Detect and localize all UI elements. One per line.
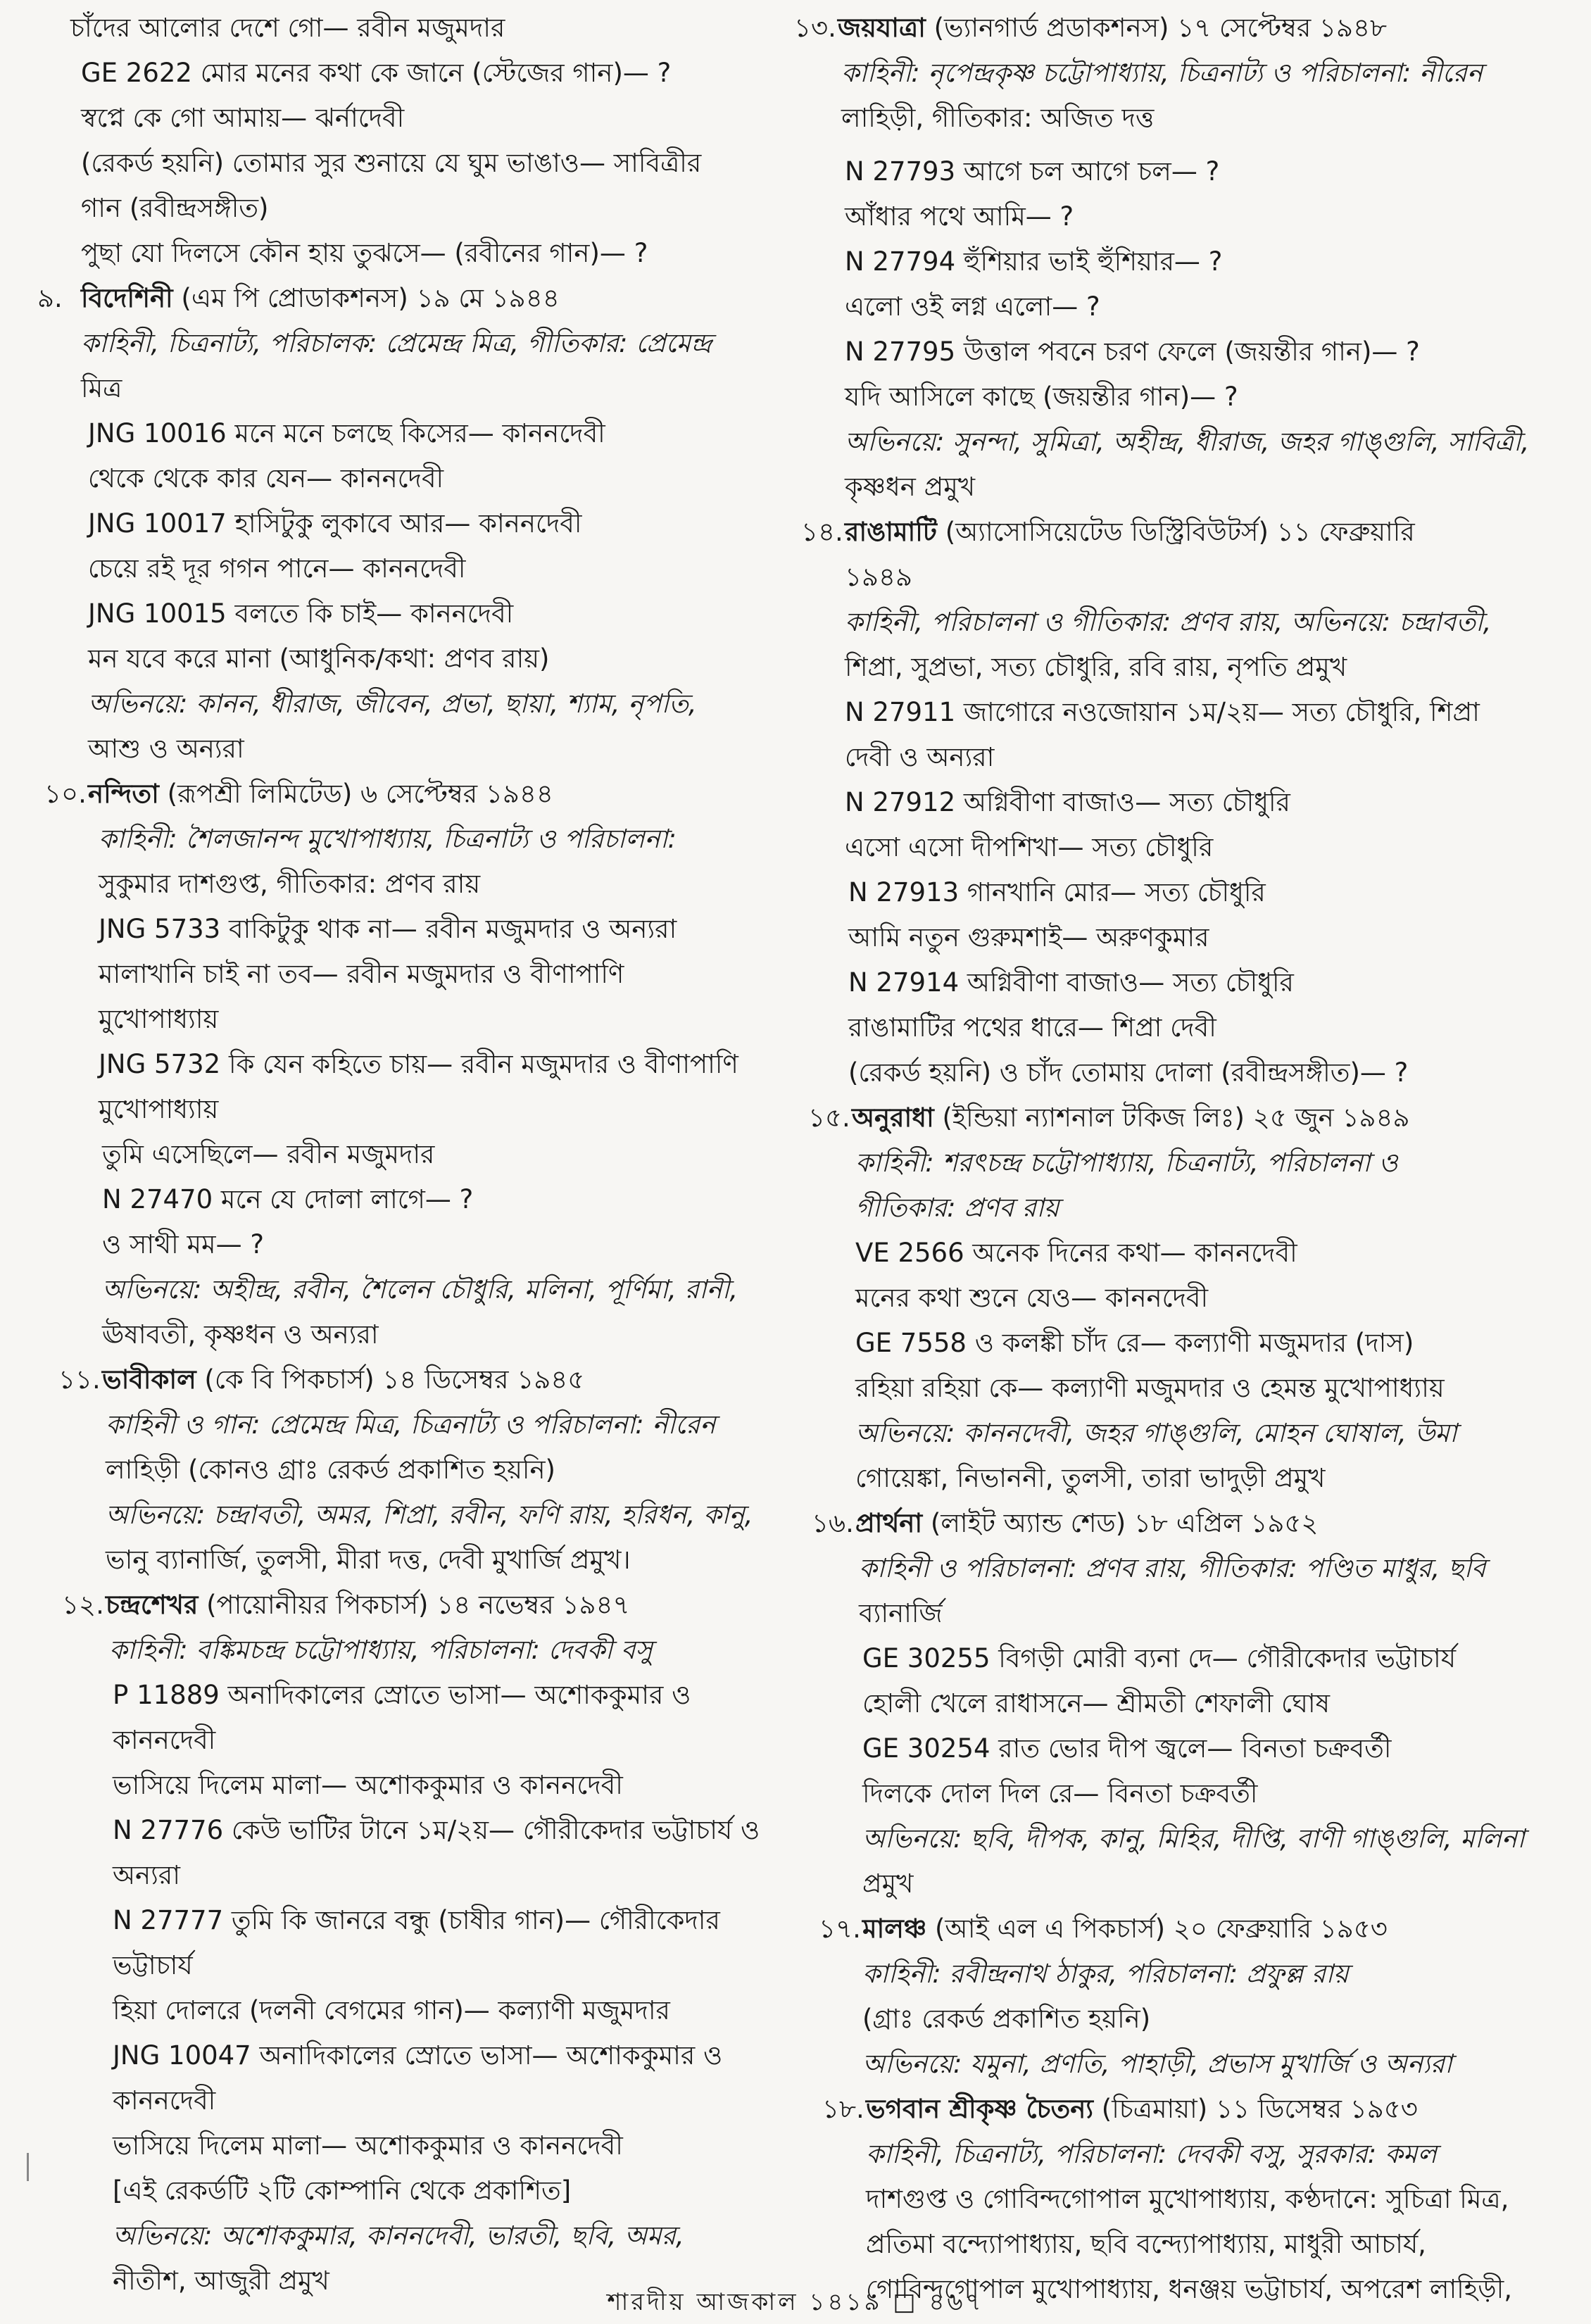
line-text: কাহিনী ও পরিচালনা: প্রণব রায়, গীতিকার: পণ্ডিত মাধুর, ছবি	[859, 1553, 1486, 1583]
film-details: (কে বি পিকচার্স) ১৪ ডিসেম্বর ১৯৪৫	[196, 1364, 585, 1395]
line-text: হোলী খেলে রাধাসনে— শ্রীমতী শেফালী ঘোষ	[862, 1688, 1331, 1719]
line-text: যদি আসিলে কাছে (জয়ন্তীর গান)— ?	[845, 382, 1238, 412]
entry-line	[99, 914, 677, 945]
line-text: কাহিনী: নৃপেন্দ্রকৃষ্ণ চট্টোপাধ্যায়, চিত্রনাট্য ও পরিচালনা: নীরেন	[841, 58, 1483, 88]
line-text: ভাসিয়ে দিলেম মালা— অশোককুমার ও কাননদেবী	[113, 1770, 623, 1800]
entry-line	[866, 2184, 1509, 2215]
film-details: (ইন্ডিয়া ন্যাশনাল টকিজ লিঃ) ২৫ জুন ১৯৪৯	[933, 1103, 1410, 1133]
entry-line	[99, 1049, 738, 1080]
entry-number: ১০.	[44, 779, 87, 809]
line-text: সুকুমার দাশগুপ্ত, গীতিকার: প্রণব রায়	[99, 869, 481, 899]
entry-line	[99, 824, 677, 855]
entry-line	[866, 2229, 1426, 2260]
line-text: দিলকে দোল দিল রে— বিনতা চক্রবর্তী	[862, 1778, 1258, 1809]
film-details: (আই এল এ পিকচার্স) ২০ ফেব্রুয়ারি ১৯৫৩	[926, 1914, 1388, 1944]
line-text: JNG 10016 মনে মনে চলছে কিসের— কাননদেবী	[88, 418, 605, 448]
line-text: JNG 10015 বলতে কি চাই— কাননদেবী	[88, 598, 514, 629]
entry-line	[102, 1319, 379, 1350]
entry-line	[859, 1553, 1486, 1584]
entry-line	[855, 1373, 1445, 1404]
line-text: রাঙামাটির পথের ধারে— শিপ্রা দেবী	[848, 1012, 1216, 1043]
film-title: ভগবান শ্রীকৃষ্ণ চৈতন্য	[866, 2094, 1094, 2124]
line-text: কাহিনী: শৈলজানন্দ মুখোপাধ্যায়, চিত্রনাট্য ও পরিচালনা:	[99, 824, 677, 854]
entry-line	[81, 193, 268, 224]
line-text: আমি নতুন গুরুমশাই— অরুণকুমার	[848, 922, 1209, 953]
line-text: অভিনয়ে: ছবি, দীপক, কানু, মিহির, দীপ্তি, বাণী গাঙ্গুলি, মলিনা	[862, 1823, 1525, 1854]
entry-number: ১৬.	[812, 1508, 854, 1538]
line-text: কাহিনী ও গান: প্রেমেন্দ্র মিত্র, চিত্রনাট্য ও পরিচালনা: নীরেন	[106, 1409, 716, 1440]
entry-heading	[794, 13, 1388, 44]
line-text: কাননদেবী	[113, 2085, 216, 2116]
line-text: স্বপ্নে কে গো আমায়— ঝর্নাদেবী	[81, 103, 405, 133]
line-text: GE 30255 বিগড়ী মোরী ব্যনা দে— গৌরীকেদার ভট্টাচার্য	[862, 1643, 1457, 1673]
entry-line	[113, 1950, 193, 1981]
line-text: কাহিনী: বঙ্কিমচন্দ্র চট্টোপাধ্যায়, পরিচালনা: দেবকী বসু	[109, 1635, 653, 1665]
entry-line	[855, 1463, 1325, 1494]
entry-line	[81, 103, 404, 134]
film-title: মালঞ্চ	[862, 1914, 927, 1944]
line-text: N 27794 হুঁশিয়ার ভাই হুঁশিয়ার— ?	[845, 246, 1223, 277]
entry-heading	[822, 2094, 1418, 2125]
line-text: এলো ওই লগ্ন এলো— ?	[845, 291, 1100, 322]
line-text: N 27777 তুমি কি জানরে বন্ধু (চাষীর গান)— গৌরীকেদার	[113, 1905, 720, 1935]
entry-line	[845, 742, 994, 773]
entry-line	[102, 1274, 738, 1305]
line-text: (রেকর্ড হয়নি) ও চাঁদ তোমায় দোলা (রবীন্দ্রসঙ্গীত)— ?	[848, 1057, 1409, 1088]
line-text: থেকে থেকে কার যেন— কাননদেবী	[88, 463, 444, 494]
line-text: অভিনয়ে: অহীন্দ্র, রবীন, শৈলেন চৌধুরি, মলিনা, পূর্ণিমা, রানী,	[102, 1274, 738, 1305]
line-text: মনের কথা শুনে যেও— কাননদেবী	[855, 1283, 1209, 1313]
entry-line	[848, 967, 1294, 998]
entry-line	[88, 689, 697, 720]
entry-line	[102, 1229, 264, 1260]
entry-heading	[62, 1590, 630, 1621]
line-text: গোবিন্দগোপাল মুখোপাধ্যায়, ধনঞ্জয় ভট্টাচার্য, অপরেশ লাহিড়ী,	[866, 2274, 1512, 2304]
entry-line	[113, 2085, 215, 2116]
line-text: অভিনয়ে: সুনন্দা, সুমিত্রা, অহীন্দ্র, ধীরাজ, জহর গাঙ্গুলি, সাবিত্রী,	[845, 427, 1530, 457]
entry-number: ১১.	[58, 1364, 101, 1395]
line-text: ভট্টাচার্য	[113, 1950, 193, 1980]
entry-line	[88, 598, 513, 629]
entry-line	[88, 553, 466, 584]
line-text: ভানু ব্যানার্জি, তুলসী, মীরা দত্ত, দেবী মুখার্জি প্রমুখ।	[106, 1545, 631, 1575]
line-text: নীতীশ, আজুরী প্রমুখ	[113, 2266, 329, 2296]
entry-line	[862, 2004, 1150, 2035]
line-text: কৃষ্ণধন প্রমুখ	[845, 472, 976, 502]
line-text: GE 7558 ও কলঙ্কী চাঁদ রে— কল্যাণী মজুমদার (দাস)	[855, 1328, 1414, 1358]
film-title: জয়যাত্রা	[838, 13, 926, 43]
entry-line	[113, 2130, 623, 2161]
entry-line	[845, 652, 1347, 683]
film-details: (চিত্রমায়া) ১১ ডিসেম্বর ১৯৫৩	[1093, 2094, 1418, 2124]
entry-line	[81, 58, 671, 89]
entry-line	[848, 922, 1209, 953]
film-title: রাঙামাটি	[845, 517, 937, 547]
line-text: JNG 5733 বাকিটুকু থাক না— রবীন মজুমদার ও অন্যরা	[99, 914, 677, 944]
line-text: কাহিনী, পরিচালনা ও গীতিকার: প্রণব রায়, অভিনয়ে: চন্দ্রাবতী,	[845, 607, 1492, 637]
entry-line	[113, 1770, 623, 1801]
line-text: N 27795 উত্তাল পবনে চরণ ফেলে (জয়ন্তীর গান)— ?	[845, 337, 1420, 367]
line-text: মন যবে করে মানা (আধুনিক/কথা: প্রণব রায়)	[88, 643, 550, 674]
line-text: N 27914 অগ্নিবীণা বাজাও— সত্য চৌধুরি	[848, 967, 1294, 998]
line-text: হিয়া দোলরে (দলনী বেগমের গান)— কল্যাণী মজুমদার	[113, 1995, 670, 2025]
entry-line	[841, 58, 1483, 89]
entry-line	[113, 2175, 571, 2206]
entry-line	[88, 643, 549, 674]
line-text: JNG 10017 হাসিটুকু লুকাবে আর— কাননদেবী	[88, 508, 582, 539]
entry-heading	[44, 779, 553, 810]
line-text: GE 30254 রাত ভোর দীপ জ্বলে— বিনতা চক্রবর্তী	[862, 1733, 1392, 1764]
entry-line	[855, 1193, 1059, 1224]
entry-line	[102, 1139, 434, 1170]
entry-line	[99, 1004, 218, 1035]
entry-heading	[37, 283, 560, 314]
entry-line	[845, 337, 1420, 368]
entry-number: ১৭.	[819, 1914, 861, 1944]
film-details: (রূপশ্রী লিমিটেড) ৬ সেপ্টেম্বর ১৯৪৪	[158, 779, 553, 809]
line-text: JNG 5732 কি যেন কহিতে চায়— রবীন মজুমদার ও বীণাপাণি	[99, 1049, 738, 1079]
entry-line	[109, 1635, 653, 1666]
entry-line	[88, 418, 605, 449]
film-title: প্রার্থনা	[855, 1508, 923, 1538]
entry-heading	[801, 517, 1415, 548]
line-text: অভিনয়ে: চন্দ্রাবতী, অমর, শিপ্রা, রবীন, ফণি রায়, হরিধন, কানু,	[106, 1500, 753, 1530]
entry-line	[845, 382, 1238, 413]
line-text: লাহিড়ী (কোনও গ্রাঃ রেকর্ড প্রকাশিত হয়নি)	[106, 1455, 555, 1485]
entry-line	[113, 1860, 180, 1891]
line-text: দাশগুপ্ত ও গোবিন্দগোপাল মুখোপাধ্যায়, কণ্ঠদানে: সুচিত্রা মিত্র,	[866, 2184, 1509, 2214]
entry-line	[859, 1598, 943, 1629]
line-text: গীতিকার: প্রণব রায়	[855, 1193, 1059, 1223]
entry-line	[855, 1238, 1297, 1269]
line-text: অভিনয়ে: কাননদেবী, জহর গাঙ্গুলি, মোহন ঘোষাল, উমা	[855, 1418, 1457, 1448]
line-text: N 27776 কেউ ভাটির টানে ১ম/২য়— গৌরীকেদার ভট্টাচার্য ও	[113, 1815, 760, 1845]
film-details: (অ্যাসোসিয়েটেড ডিস্ট্রিবিউটর্স) ১১ ফেব্রুয়ারি	[936, 517, 1415, 547]
line-text: VE 2566 অনেক দিনের কথা— কাননদেবী	[855, 1238, 1297, 1268]
entry-line	[845, 291, 1100, 322]
entry-heading	[812, 1508, 1319, 1539]
page-footer: শারদীয় আজকাল ১৪১৯ □ ৪৬৭	[607, 2288, 984, 2316]
line-text: প্রতিমা বন্দ্যোপাধ্যায়, ছবি বন্দ্যোপাধ্যায়, মাধুরী আচার্য,	[866, 2229, 1426, 2259]
film-details: (পায়োনীয়র পিকচার্স) ১৪ নভেম্বর ১৯৪৭	[198, 1590, 630, 1620]
line-text: [এই রেকর্ডটি ২টি কোম্পানি থেকে প্রকাশিত]	[113, 2175, 572, 2206]
film-title: অনুরাধা	[852, 1103, 934, 1133]
line-text: এসো এসো দীপশিখা— সত্য চৌধুরি	[845, 832, 1214, 862]
line-text: মালাখানি চাই না তব— রবীন মজুমদার ও বীণাপাণি	[99, 959, 624, 989]
film-title: বিদেশিনী	[81, 283, 173, 313]
entry-line	[99, 1094, 218, 1125]
entry-line	[99, 869, 480, 900]
entry-heading	[58, 1364, 585, 1395]
entry-line	[862, 1688, 1330, 1719]
line-text: অভিনয়ে: কানন, ধীরাজ, জীবেন, প্রভা, ছায়া, শ্যাম, নৃপতি,	[88, 689, 697, 719]
entry-heading	[808, 1103, 1410, 1133]
line-text: রহিয়া রহিয়া কে— কল্যাণী মজুমদার ও হেমন্ত মুখোপাধ্যায়	[855, 1373, 1445, 1403]
line-text: কাহিনী: রবীন্দ্রনাথ ঠাকুর, পরিচালনা: প্রফুল্ল রায়	[862, 1959, 1349, 1989]
line-text: (গ্রাঃ রেকর্ড প্রকাশিত হয়নি)	[862, 2004, 1151, 2034]
line-text: JNG 10047 অনাদিকালের স্রোতে ভাসা— অশোককুমার ও	[113, 2040, 723, 2071]
line-text: (রেকর্ড হয়নি) তোমার সুর শুনায়ে যে ঘুম ভাঙাও— সাবিত্রীর	[81, 148, 702, 178]
entry-line	[88, 463, 444, 494]
entry-line	[848, 1057, 1408, 1088]
line-text: N 27912 অগ্নিবীণা বাজাও— সত্য চৌধুরি	[845, 787, 1290, 817]
film-details: (এম পি প্রোডাকশনস) ১৯ মে ১৯৪৪	[172, 283, 560, 313]
entry-line	[106, 1409, 715, 1440]
line-text: গোয়েঙ্কা, নিভাননী, তুলসী, তারা ভাদুড়ী প্রমুখ	[855, 1463, 1326, 1493]
entry-line	[81, 328, 712, 359]
entry-line	[866, 2139, 1437, 2170]
line-text: N 27911 জাগোরে নওজোয়ান ১ম/২য়— সত্য চৌধুরি, শিপ্রা	[845, 697, 1480, 727]
entry-line	[113, 1725, 215, 1756]
entry-number: ৯.	[37, 283, 63, 313]
entry-line	[845, 697, 1480, 728]
line-text: ব্যানার্জি	[859, 1598, 943, 1628]
page-edge-mark	[27, 2153, 29, 2181]
line-text: অভিনয়ে: যমুনা, প্রণতি, পাহাড়ী, প্রভাস মুখার্জি ও অন্যরা	[862, 2049, 1452, 2079]
entry-line	[113, 1905, 720, 1936]
line-text: অভিনয়ে: অশোককুমার, কাননদেবী, ভারতী, ছবি, অমর,	[113, 2221, 684, 2251]
entry-number: ১৮.	[822, 2094, 864, 2124]
entry-number: ১৪.	[801, 517, 843, 547]
line-text: মুখোপাধ্যায়	[99, 1094, 219, 1124]
entry-line	[81, 148, 701, 179]
entry-line	[845, 246, 1222, 277]
entry-line	[862, 1868, 913, 1899]
entry-line	[845, 832, 1213, 863]
line-text: GE 2622 মোর মনের কথা কে জানে (স্টেজের গান)— ?	[81, 58, 672, 88]
entry-line	[862, 2049, 1452, 2080]
line-text: তুমি এসেছিলে— রবীন মজুমদার	[102, 1139, 435, 1169]
entry-line	[99, 959, 624, 990]
film-title: ভাবীকাল	[102, 1364, 196, 1395]
entry-number: ১৩.	[794, 13, 836, 43]
line-text: ভাসিয়ে দিলেম মালা— অশোককুমার ও কাননদেবী	[113, 2130, 623, 2161]
line-text: চাঁদের আলোর দেশে গো— রবীন মজুমদার	[70, 13, 505, 43]
entry-heading	[819, 1914, 1388, 1945]
entry-line	[862, 1959, 1349, 1990]
line-text: প্রমুখ	[862, 1868, 914, 1899]
entry-line	[855, 1328, 1414, 1359]
film-title: নন্দিতা	[88, 779, 159, 809]
entry-line	[841, 103, 1154, 134]
entry-line	[862, 1643, 1456, 1674]
line-text: আশু ও অন্যরা	[88, 734, 244, 764]
line-text: চেয়ে রই দূর গগন পানে— কাননদেবী	[88, 553, 466, 584]
entry-line	[113, 2040, 722, 2071]
entry-line	[70, 13, 505, 44]
line-text: কাহিনী: শরৎচন্দ্র চট্টোপাধ্যায়, চিত্রনাট্য, পরিচালনা ও	[855, 1148, 1398, 1178]
line-text: মিত্র	[81, 373, 122, 403]
entry-line	[848, 1012, 1216, 1043]
entry-line	[845, 562, 912, 593]
entry-line	[106, 1500, 753, 1531]
entry-line	[855, 1283, 1208, 1314]
entry-line	[113, 1680, 691, 1711]
line-text: দেবী ও অন্যরা	[845, 742, 995, 772]
line-text: অন্যরা	[113, 1860, 180, 1890]
entry-line	[862, 1778, 1257, 1809]
entry-line	[81, 238, 648, 269]
entry-line	[845, 472, 975, 503]
entry-line	[845, 787, 1290, 818]
entry-line	[102, 1184, 473, 1215]
entry-line	[113, 2221, 684, 2251]
entry-line	[845, 201, 1074, 232]
entry-line	[106, 1455, 555, 1486]
entry-line	[855, 1418, 1457, 1449]
line-text: P 11889 অনাদিকালের স্রোতে ভাসা— অশোককুমার ও	[113, 1680, 691, 1710]
line-text: ও সাথী মম— ?	[102, 1229, 264, 1260]
entry-number: ১২.	[62, 1590, 104, 1620]
line-text: ১৯৪৯	[845, 562, 913, 592]
entry-number: ১৫.	[808, 1103, 850, 1133]
line-text: শিপ্রা, সুপ্রভা, সত্য চৌধুরি, রবি রায়, নৃপতি প্রমুখ	[845, 652, 1347, 682]
line-text: ঊষাবতী, কৃষ্ণধন ও অন্যরা	[102, 1319, 379, 1350]
entry-line	[855, 1148, 1398, 1179]
entry-line	[845, 427, 1529, 458]
line-text: কাননদেবী	[113, 1725, 216, 1755]
entry-line	[113, 1815, 760, 1846]
entry-line	[113, 1995, 670, 2026]
line-text: গান (রবীন্দ্রসঙ্গীত)	[81, 193, 269, 223]
entry-line	[845, 156, 1219, 187]
line-text: N 27793 আগে চল আগে চল— ?	[845, 156, 1220, 187]
entry-line	[845, 607, 1491, 638]
entry-line	[88, 508, 581, 539]
line-text: N 27470 মনে যে দোলা লাগে— ?	[102, 1184, 474, 1214]
line-text: কাহিনী, চিত্রনাট্য, পরিচালক: প্রেমেন্দ্র মিত্র, গীতিকার: প্রেমেন্দ্র	[81, 328, 712, 358]
film-details: (ভ্যানগার্ড প্রডাকশনস) ১৭ সেপ্টেম্বর ১৯৪৮	[925, 13, 1388, 43]
line-text: আঁধার পথে আমি— ?	[845, 201, 1074, 232]
line-text: মুখোপাধ্যায়	[99, 1004, 219, 1034]
film-title: চন্দ্রশেখর	[106, 1590, 199, 1620]
line-text: N 27913 গানখানি মোর— সত্য চৌধুরি	[848, 877, 1266, 907]
film-details: (লাইট অ্যান্ড শেড) ১৮ এপ্রিল ১৯৫২	[922, 1508, 1319, 1538]
entry-line	[88, 734, 244, 765]
line-text: কাহিনী, চিত্রনাট্য, পরিচালনা: দেবকী বসু, সুরকার: কমল	[866, 2139, 1437, 2169]
entry-line	[81, 373, 122, 404]
entry-line	[848, 877, 1266, 908]
entry-line	[862, 1823, 1525, 1854]
entry-line	[106, 1545, 631, 1576]
entry-line	[862, 1733, 1391, 1764]
line-text: লাহিড়ী, গীতিকার: অজিত দত্ত	[841, 103, 1155, 133]
line-text: পুছা যো দিলসে কৌন হায় তুঝসে— (রবীনের গান)— ?	[81, 238, 648, 268]
